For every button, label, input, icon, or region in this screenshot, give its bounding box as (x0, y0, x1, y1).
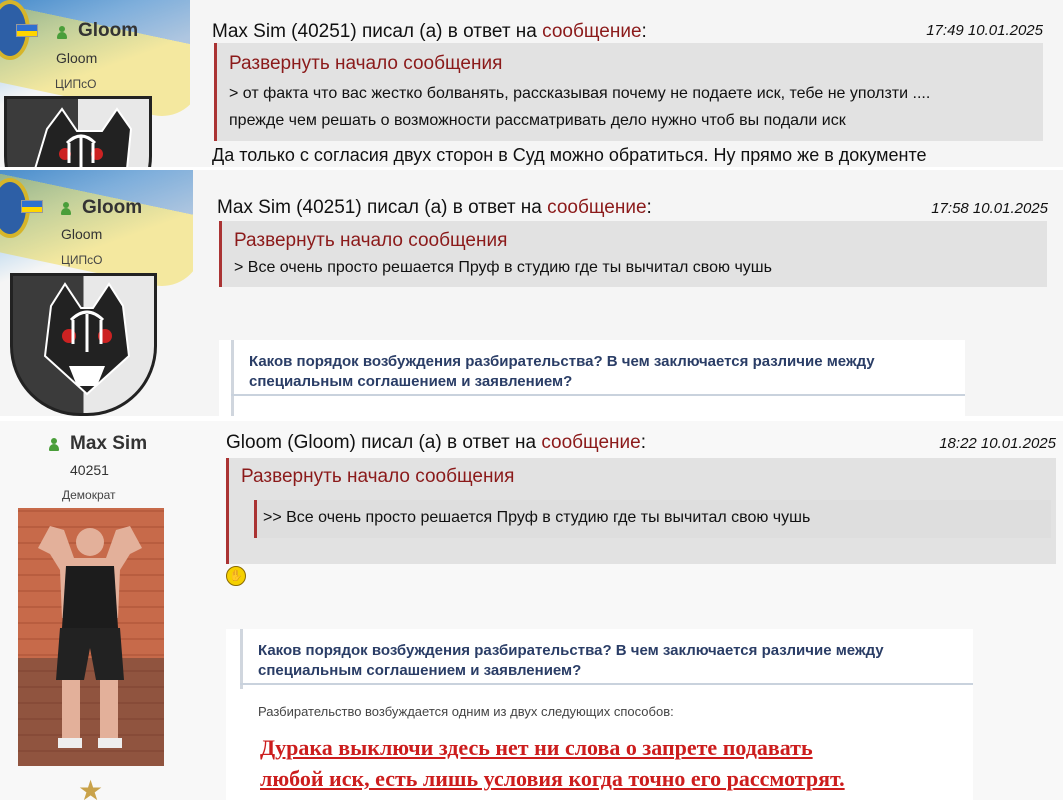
nested-quote-block (254, 500, 1051, 538)
avatar[interactable] (10, 273, 157, 416)
forum-post (0, 170, 1063, 416)
post-timestamp: 18:22 10.01.2025 (939, 435, 1056, 452)
quote-line: прежде чем решать о возможности рассматривать дело нужно чтоб вы подали иск (229, 112, 846, 129)
handwritten-annotation-line: Дурака выключи здесь нет ни слова о запрете подавать (260, 735, 813, 760)
user-group: ЦИПсО (61, 253, 103, 267)
post-header (226, 432, 646, 454)
doc-divider (240, 683, 973, 685)
post-header (217, 197, 652, 219)
reply-author: Max Sim (40251) писал (а) в ответ на (217, 197, 548, 218)
expand-quote-link[interactable]: Развернуть начало сообщения (229, 53, 503, 74)
quote-line: > Все очень просто решается Пруф в студию где ты вычитал свою чушь (234, 259, 772, 276)
quote-block (219, 221, 1047, 287)
doc-divider (231, 394, 965, 396)
username[interactable]: Max Sim (70, 433, 148, 454)
quote-block (214, 43, 1043, 141)
header-colon: : (641, 21, 647, 42)
reply-author: Max Sim (40251) писал (а) в ответ на (212, 21, 543, 42)
header-colon: : (646, 197, 652, 218)
forum-post (0, 0, 1063, 167)
reply-message-link[interactable]: сообщение (541, 432, 641, 453)
expand-quote-link[interactable]: Развернуть начало сообщения (234, 230, 508, 251)
reply-author: Gloom (Gloom) писал (а) в ответ на (226, 432, 542, 453)
post-timestamp: 17:58 10.01.2025 (931, 200, 1048, 217)
user-online-icon (61, 202, 71, 215)
user-online-icon (49, 438, 59, 451)
facepalm-emoji-icon: ✋ (226, 566, 246, 586)
avatar[interactable] (4, 96, 152, 167)
quote-line: >> Все очень просто решается Пруф в студию где ты вычитал свою чушь (263, 509, 811, 526)
ukraine-flag-icon (16, 24, 38, 37)
handwritten-annotation-line: любой иск, есть лишь условия когда точно его рассмотрят. (260, 766, 845, 791)
doc-border (231, 340, 234, 416)
post-content (226, 421, 1063, 800)
user-group: Демократ (62, 488, 116, 502)
username[interactable]: Gloom (82, 197, 143, 218)
reply-message-link[interactable]: сообщение (547, 197, 647, 218)
header-colon: : (640, 432, 646, 453)
attached-image[interactable] (226, 629, 973, 800)
doc-border (240, 629, 243, 689)
post-body-text: Да только с согласия двух сторон в Суд можно обратиться. Ну прямо же в документе (212, 145, 927, 165)
reply-message-link[interactable]: сообщение (542, 21, 642, 42)
doc-subtitle: Разбирательство возбуждается одним из двух следующих способов: (258, 704, 674, 719)
expand-quote-link[interactable]: Развернуть начало сообщения (241, 466, 515, 487)
post-content (212, 0, 1063, 167)
post-content (217, 170, 1063, 416)
avatar[interactable] (18, 508, 164, 766)
user-info-panel (0, 0, 190, 167)
post-header (212, 21, 647, 43)
quote-line: > от факта что вас жестко болванять, рассказывая почему не подаете иск, тебе не уползти .... (229, 85, 931, 102)
user-info-panel (0, 421, 185, 800)
forum-post (0, 421, 1063, 800)
star-icon: ★ (78, 775, 104, 800)
user-rank: Gloom (61, 226, 103, 242)
quote-block (226, 458, 1056, 564)
attached-image[interactable] (219, 340, 965, 416)
username[interactable]: Gloom (78, 20, 139, 41)
wolf-emblem-icon (7, 99, 152, 167)
user-group: ЦИПсО (55, 77, 97, 91)
wolf-emblem-icon (13, 276, 157, 416)
doc-question-title: Каков порядок возбуждения разбирательства? В чем заключается различие между специальным соглашением и заявлением? (258, 642, 884, 679)
ukraine-flag-icon (21, 200, 43, 213)
avatar-photo-figure (18, 508, 164, 766)
post-timestamp: 17:49 10.01.2025 (926, 22, 1043, 39)
user-rank: Gloom (56, 50, 98, 66)
user-rank: 40251 (70, 462, 109, 478)
user-online-icon (57, 26, 67, 39)
doc-question-title: Каков порядок возбуждения разбирательства? В чем заключается различие между специальным соглашением и заявлением? (249, 353, 875, 390)
